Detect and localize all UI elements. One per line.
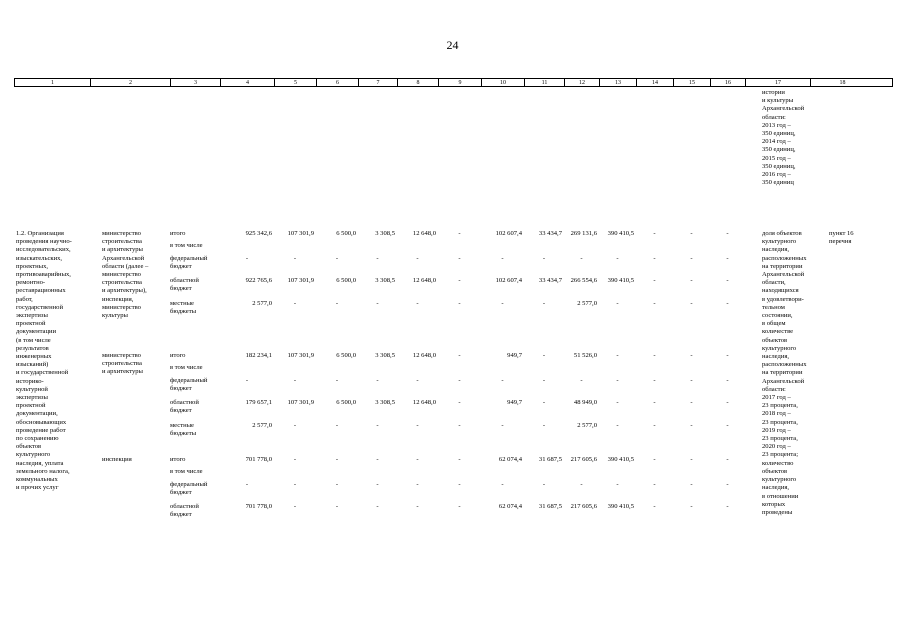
table-cell-value: 3 308,5 [375, 277, 395, 284]
table-cell-value: - [458, 230, 461, 237]
target-indicator: доля объектов культурного наследия, расположенных на территории Архангельской области, находящихся в удовлетвори- тельном состоянии, в общем количестве объектов культурного наследия, расположенных на территории Архангельской области: 2017 год – 23 процента, 2018 год – 23 процента, 2019 год – 23 процента, 2020 год – 23 процента; количество объектов культурного наследия, в отношении которых проведены [762, 230, 807, 516]
table-cell-value: - [690, 377, 693, 384]
table-cell-value: 107 301,9 [287, 352, 314, 359]
table-cell-value: - [458, 277, 461, 284]
table-cell-value: 3 308,5 [375, 399, 395, 406]
table-cell-value: - [726, 352, 729, 359]
column-header-10: 10 [482, 79, 525, 86]
table-cell-value: 51 526,0 [573, 352, 597, 359]
table-cell-value: - [616, 352, 619, 359]
table-cell-value: - [726, 399, 729, 406]
indicator-continuation: истории и культуры Архангельской области: 2013 год – 350 единиц, 2014 год – 350 единиц, 2015 год – 350 единиц, 2016 год – 350 единиц [762, 89, 805, 187]
table-cell-value: - [690, 503, 693, 510]
table-cell-value: 33 434,7 [538, 230, 562, 237]
table-cell-value: - [690, 399, 693, 406]
table-cell-value: - [376, 255, 379, 262]
table-cell-value: - [376, 481, 379, 488]
funding-source-label: федеральный бюджет [170, 255, 208, 271]
table-cell-value: - [458, 422, 461, 429]
table-cell-value: - [335, 300, 339, 307]
table-cell-value: 6 500,0 [336, 352, 356, 359]
table-cell-value: - [293, 456, 297, 463]
table-cell-value: - [501, 300, 504, 307]
page-number: 24 [446, 38, 459, 52]
table-cell-value: - [335, 377, 339, 384]
table-cell-value: 2 577,0 [577, 300, 597, 307]
table-cell-value: 6 500,0 [336, 277, 356, 284]
table-cell-value: - [690, 300, 693, 307]
table-cell-value: 182 234,1 [245, 352, 272, 359]
table-cell-value: 31 687,5 [538, 503, 562, 510]
table-cell-value: - [690, 277, 693, 284]
table-cell-value: - [616, 300, 619, 307]
table-cell-value: - [690, 481, 693, 488]
column-header-15: 15 [674, 79, 711, 86]
table-cell-value: 33 434,7 [538, 277, 562, 284]
table-cell-value: 925 342,6 [245, 230, 272, 237]
table-cell-value: - [542, 399, 546, 406]
table-cell-value: 390 410,5 [607, 456, 634, 463]
table-cell-value: - [653, 255, 656, 262]
table-cell-value: - [335, 503, 339, 510]
funding-source-label: итого [170, 352, 186, 359]
table-cell-value: 390 410,5 [607, 503, 634, 510]
table-cell-value: - [501, 422, 504, 429]
table-cell-value: - [293, 503, 297, 510]
executor-cell: министерство строительства и архитектуры [102, 352, 143, 376]
table-cell-value: - [616, 255, 619, 262]
table-cell-value: - [501, 255, 504, 262]
table-cell-value: - [542, 255, 546, 262]
table-cell-value: 701 778,0 [245, 503, 272, 510]
table-cell-value: - [616, 399, 619, 406]
column-header-3: 3 [171, 79, 221, 86]
column-header-11: 11 [525, 79, 565, 86]
table-cell-value: 3 308,5 [375, 230, 395, 237]
table-cell-value: 179 657,1 [245, 399, 272, 406]
table-cell-value: - [293, 377, 297, 384]
column-header-4: 4 [221, 79, 275, 86]
column-header-14: 14 [637, 79, 674, 86]
table-cell-value: - [501, 481, 504, 488]
table-cell-value: 2 577,0 [252, 300, 272, 307]
table-cell-value: - [542, 300, 546, 307]
column-header-17: 17 [746, 79, 811, 86]
table-cell-value: - [416, 377, 419, 384]
table-cell-value: 107 301,9 [287, 277, 314, 284]
table-cell-value: 102 607,4 [495, 230, 522, 237]
table-cell-value: - [653, 377, 656, 384]
table-cell-value: 949,7 [507, 399, 522, 406]
table-cell-value: - [616, 377, 619, 384]
column-header-5: 5 [275, 79, 317, 86]
table-cell-value: 12 648,0 [412, 399, 436, 406]
table-cell-value: - [458, 255, 461, 262]
table-cell-value: - [376, 377, 379, 384]
table-cell-value: 6 500,0 [336, 230, 356, 237]
table-cell-value: - [653, 503, 656, 510]
table-cell-value: - [335, 481, 339, 488]
table-cell-value: 12 648,0 [412, 352, 436, 359]
table-cell-value: - [726, 230, 729, 237]
table-cell-value: - [653, 352, 656, 359]
table-cell-value: - [335, 255, 339, 262]
table-cell-value: - [653, 399, 656, 406]
table-cell-value: - [376, 300, 379, 307]
table-cell-value: - [690, 456, 693, 463]
funding-source-label: в том числе [170, 242, 203, 249]
table-cell-value: - [726, 503, 729, 510]
table-cell-value: - [293, 255, 297, 262]
table-cell-value: - [726, 377, 729, 384]
table-cell-value: - [458, 377, 461, 384]
table-cell-value: 2 577,0 [252, 422, 272, 429]
table-cell-value: 217 605,6 [570, 456, 597, 463]
table-cell-value: 266 554,6 [570, 277, 597, 284]
table-cell-value: - [690, 352, 693, 359]
table-cell-value: - [416, 422, 419, 429]
table-cell-value: 390 410,5 [607, 230, 634, 237]
table-cell-value: - [616, 481, 619, 488]
funding-source-label: областной бюджет [170, 503, 199, 519]
table-cell-value: - [458, 399, 461, 406]
table-cell-value: - [245, 377, 249, 384]
table-cell-value: 62 074,4 [498, 503, 522, 510]
table-cell-value: - [653, 230, 656, 237]
funding-source-label: в том числе [170, 364, 203, 371]
table-cell-value: - [616, 422, 619, 429]
table-cell-value: - [458, 481, 461, 488]
table-cell-value: - [580, 377, 583, 384]
column-header-16: 16 [711, 79, 746, 86]
funding-source-label: итого [170, 456, 186, 463]
table-cell-value: - [580, 255, 583, 262]
table-cell-value: - [245, 481, 249, 488]
table-cell-value: 12 648,0 [412, 277, 436, 284]
column-header-6: 6 [317, 79, 359, 86]
column-header-8: 8 [398, 79, 439, 86]
table-cell-value: 2 577,0 [577, 422, 597, 429]
table-cell-value: - [245, 255, 249, 262]
table-cell-value: 62 074,4 [498, 456, 522, 463]
table-cell-value: - [542, 481, 546, 488]
funding-source-label: федеральный бюджет [170, 481, 208, 497]
table-cell-value: - [458, 352, 461, 359]
funding-source-label: итого [170, 230, 186, 237]
table-cell-value: 3 308,5 [375, 352, 395, 359]
funding-source-label: областной бюджет [170, 277, 199, 293]
table-cell-value: - [580, 481, 583, 488]
table-cell-value: - [416, 300, 419, 307]
column-header-18: 18 [839, 80, 846, 86]
table-cell-value: - [690, 422, 693, 429]
table-cell-value: - [542, 352, 546, 359]
table-cell-value: - [542, 422, 546, 429]
column-header-13: 13 [600, 79, 637, 86]
table-cell-value: - [416, 503, 419, 510]
table-cell-value: 12 648,0 [412, 230, 436, 237]
table-cell-value: - [726, 422, 729, 429]
table-cell-value: - [726, 255, 729, 262]
executor-cell: министерство строительства и архитектуры Архангельской области (далее – министерство строительства и архитектуры), инспекция, министерство культуры [102, 230, 149, 320]
table-cell-value: - [653, 481, 656, 488]
event-name: 1.2. Организация проведения научно- исследовательских, изыскательских, проектных, противоаварийных, ремонтно- реставрационных работ, государственной экспертизы проектной документации (в том числе результатов инженерных изысканий) и государственной историко- культурной экспертизы проектной документации, обосновывающих проведение работ по сохранению объектов культурного наследия, уплата земельного налога, коммунальных и прочих услуг [16, 230, 72, 492]
column-header-row [14, 78, 893, 87]
table-cell-value: 102 607,4 [495, 277, 522, 284]
table-cell-value: - [458, 503, 461, 510]
table-cell-value: - [293, 422, 297, 429]
table-cell-value: - [726, 277, 729, 284]
table-cell-value: - [726, 456, 729, 463]
funding-source-label: местные бюджеты [170, 300, 197, 316]
funding-source-label: местные бюджеты [170, 422, 197, 438]
table-cell-value: - [458, 300, 461, 307]
table-cell-value: - [653, 422, 656, 429]
table-cell-value: 949,7 [507, 352, 522, 359]
table-cell-value: - [293, 300, 297, 307]
table-cell-value: - [416, 255, 419, 262]
table-cell-value: - [458, 456, 461, 463]
table-cell-value: - [416, 481, 419, 488]
table-cell-value: - [653, 277, 656, 284]
funding-source-label: областной бюджет [170, 399, 199, 415]
table-cell-value: - [501, 377, 504, 384]
reference-cell: пункт 16 перечня [829, 230, 854, 246]
table-cell-value: - [335, 456, 339, 463]
table-cell-value: - [542, 377, 546, 384]
table-cell-value: 31 687,5 [538, 456, 562, 463]
table-cell-value: - [653, 456, 656, 463]
table-cell-value: - [690, 230, 693, 237]
column-header-12: 12 [565, 79, 600, 86]
table-cell-value: - [653, 300, 656, 307]
table-cell-value: 6 500,0 [336, 399, 356, 406]
table-cell-value: 922 765,6 [245, 277, 272, 284]
table-cell-value: - [726, 481, 729, 488]
executor-cell: инспекция [102, 456, 132, 463]
table-cell-value: - [690, 255, 693, 262]
table-cell-value: - [726, 300, 729, 307]
funding-source-label: федеральный бюджет [170, 377, 208, 393]
table-cell-value: - [376, 456, 379, 463]
column-header-9: 9 [439, 79, 482, 86]
table-cell-value: - [293, 481, 297, 488]
table-cell-value: 107 301,9 [287, 399, 314, 406]
column-header-2: 2 [91, 79, 171, 86]
table-cell-value: - [335, 422, 339, 429]
column-header-7: 7 [359, 79, 398, 86]
table-cell-value: 390 410,5 [607, 277, 634, 284]
table-cell-value: - [376, 503, 379, 510]
table-cell-value: 701 778,0 [245, 456, 272, 463]
funding-source-label: в том числе [170, 468, 203, 475]
table-cell-value: 269 131,6 [570, 230, 597, 237]
table-cell-value: - [416, 456, 419, 463]
table-cell-value: 48 949,0 [573, 399, 597, 406]
column-header-1: 1 [15, 79, 91, 86]
table-cell-value: 107 301,9 [287, 230, 314, 237]
table-cell-value: 217 605,6 [570, 503, 597, 510]
table-cell-value: - [376, 422, 379, 429]
